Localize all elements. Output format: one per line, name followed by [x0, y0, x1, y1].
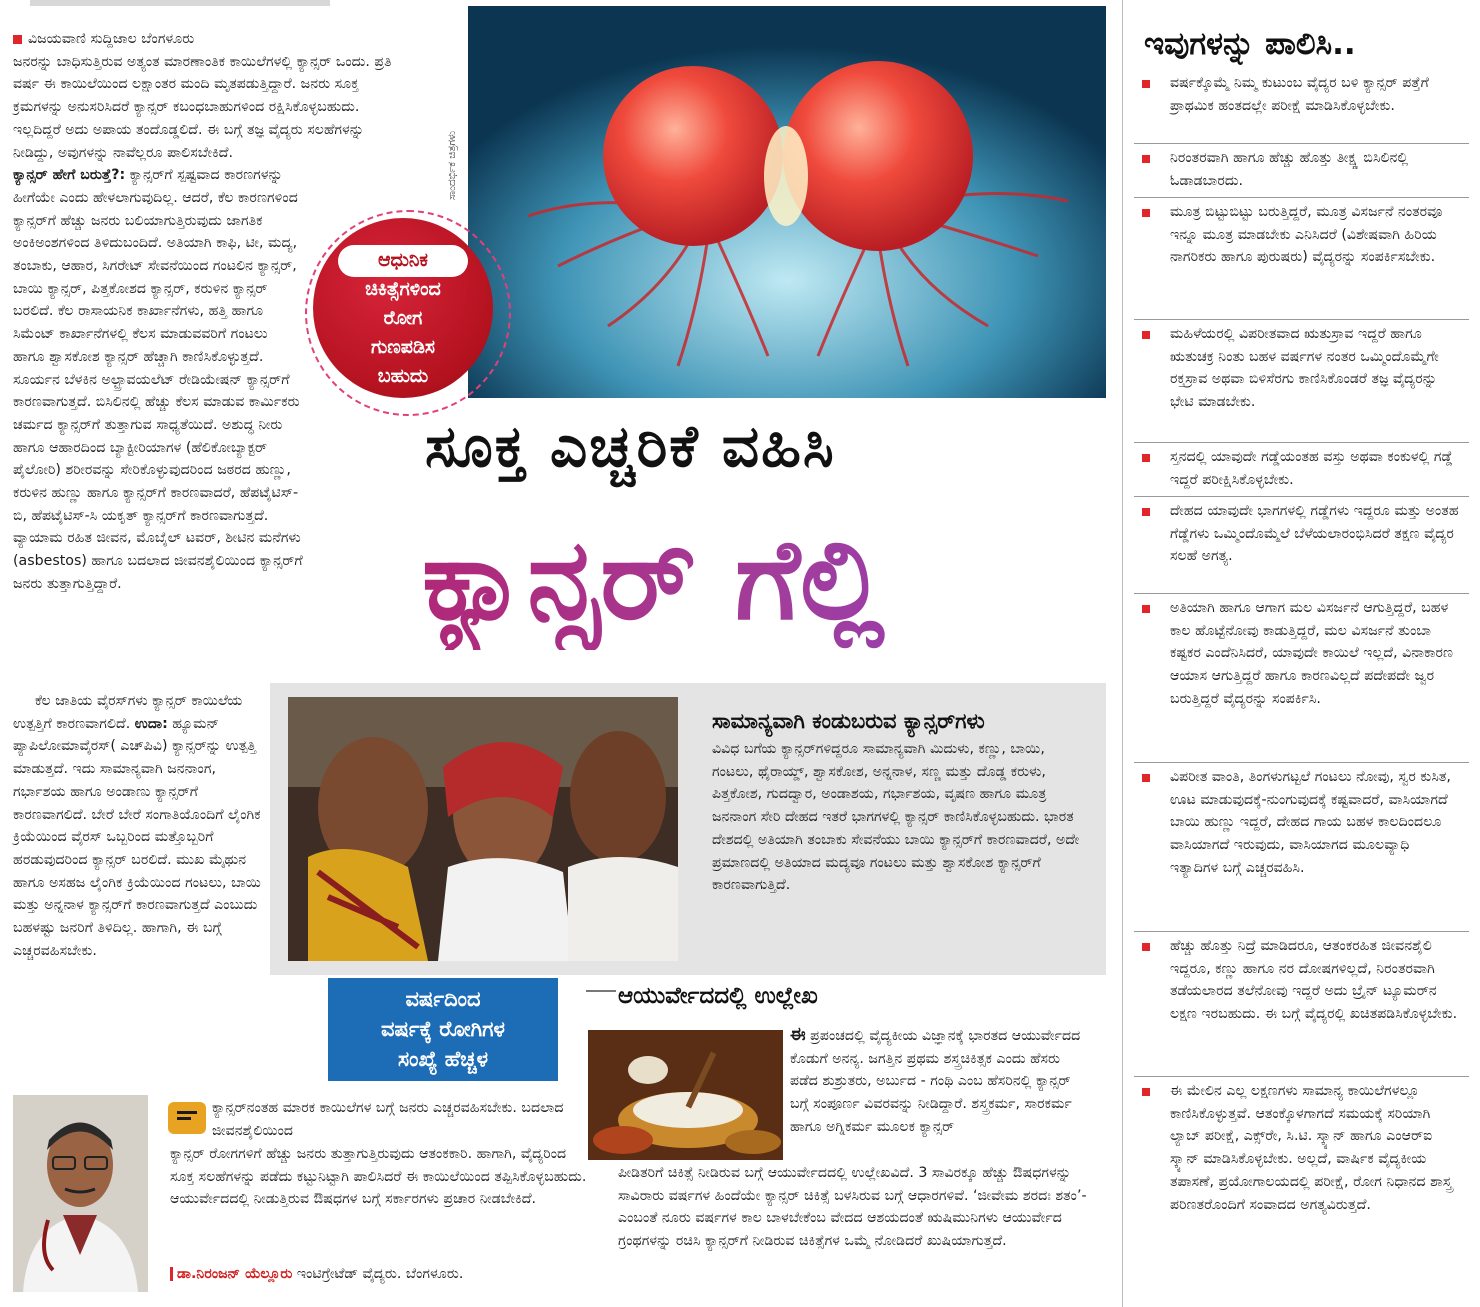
follow-item: ವರ್ಷಕ್ಕೊಮ್ಮೆ ನಿಮ್ಮ ಕುಟುಂಬ ವೈದ್ಯರ ಬಳಿ ಕ್ಯಾನ್ಸರ್ ಪತ್ತೆಗೆ ಪ್ರಾಥಮಿಕ ಹಂತದಲ್ಲೇ ಪರೀಕ್ಷೆ ಮಾಡಿಸಿಕೊಳ್ಳಬೇಕು.: [1170, 75, 1429, 114]
byline: [13, 28, 393, 51]
list-bullet-icon: [1142, 508, 1150, 516]
list-bullet-icon: [1142, 155, 1150, 163]
ayurveda-herbs-image: [588, 1030, 783, 1160]
quote-icon: [168, 1102, 206, 1134]
follow-item: ಈ ಮೇಲಿನ ಎಲ್ಲ ಲಕ್ಷಣಗಳು ಸಾಮಾನ್ಯ ಕಾಯಿಲೆಗಳಲ್ಲೂ ಕಾಣಿಸಿಕೊಳ್ಳುತ್ತವೆ. ಆತಂಕ್ಕೊಳಗಾಗದೆ ಸಮಯಕ್ಕೆ ಸರಿಯಾಗಿ ಲ್ಯಾಬ್ ಪರೀಕ್ಷೆ, ಎಕ್ಸ್‌ರೇ, ಸಿ.ಟಿ. ಸ್ಕ್ಯಾನ್ ಹಾಗೂ ಎಂಆರ್‌ಐ ಸ್ಕ್ಯಾನ್ ಮಾಡಿಸಿಕೊಳ್ಳಬೇಕು. ಅಲ್ಲದೆ, ವಾರ್ಷಿಕ ವೈದ್ಯಕೀಯ ತಪಾಸಣೆ, ಪ್ರಯೋಗಾಲಯದಲ್ಲಿ ಪರೀಕ್ಷೆ, ರೋಗ ನಿಧಾನದ ಶಾಸ್ತ್ರ ಪರಿಣತರೊಂದಿಗೆ ಸಂವಾದದ ಅಗತ್ಯವಿರುತ್ತದೆ.: [1170, 1083, 1453, 1213]
common-cancers-title: ಸಾಮಾನ್ಯವಾಗಿ ಕಂಡುಬರುವ ಕ್ಯಾನ್ಸರ್‌ಗಳು: [712, 709, 985, 733]
follow-item: ನಿರಂತರವಾಗಿ ಹಾಗೂ ಹೆಚ್ಚು ಹೊತ್ತು ತೀಕ್ಷ್ಣ ಬಿಸಿಲಿನಲ್ಲಿ ಓಡಾಡಬಾರದು.: [1170, 150, 1409, 189]
common-cancers-text: ವಿವಿಧ ಬಗೆಯ ಕ್ಯಾನ್ಸರ್‌ಗಳಿದ್ದರೂ ಸಾಮಾನ್ಯವಾಗಿ ಮಿದುಳು, ಕಣ್ಣು, ಬಾಯಿ, ಗಂಟಲು, ಥೈರಾಯ್ಡ್, ಶ್ವಾಸಕೋಶ, ಅನ್ನನಾಳ, ಸಣ್ಣ ಮತ್ತು ದೊಡ್ಡ ಕರುಳು, ಪಿತ್ತಕೋಶ, ಗುದದ್ವಾರ, ಅಂಡಾಶಯ, ಗರ್ಭಾಶಯ, ವೃಷಣ ಹಾಗೂ ಮೂತ್ರ ಜನನಾಂಗ ಸೇರಿ ದೇಹದ ಇತರೆ ಭಾಗಗಳಲ್ಲಿ ಕ್ಯಾನ್ಸರ್ ಕಾಣಿಸಿಕೊಳ್ಳಬಹುದು. ಭಾರತ ದೇಶದಲ್ಲಿ ಅತಿಯಾಗಿ ತಂಬಾಕು ಸೇವನೆಯು ಬಾಯಿ ಕ್ಯಾನ್ಸರ್‌ಗೆ ಕಾರಣವಾದರೆ, ಅದೇ ಪ್ರಮಾಣದಲ್ಲಿ ಅತಿಯಾದ ಮದ್ಯವೂ ಗಂಟಲು ಮತ್ತು ಶ್ವಾಸಕೋಶ ಕ್ಯಾನ್ಸರ್‌ಗೆ ಕಾರಣವಾಗುತ್ತಿದೆ.: [712, 741, 1080, 894]
virus-text-2: ಹ್ಯೂಮನ್ ಪ್ಯಾಪಿಲೋಮಾವೈರಸ್( ಎಚ್‌ಪಿವಿ) ಕ್ಯಾನ್ಸರ್‌ನ್ನು ಉತ್ಪತ್ತಿ ಮಾಡುತ್ತದೆ. ಇದು ಸಾಮಾನ್ಯವಾಗಿ ಜನನಾಂಗ, ಗರ್ಭಾಶಯ ಹಾಗೂ ಅಂಡಾಣು ಕ್ಯಾನ್ಸರ್‌ಗೆ ಕಾರಣವಾಗಲಿದೆ. ಬೇರೆ ಬೇರೆ ಸಂಗಾತಿಯೊಂದಿಗೆ ಲೈಂಗಿಕ ಕ್ರಿಯೆಯಿಂದ ವೈರಸ್ ಒಬ್ಬರಿಂದ ಮತ್ತೊಬ್ಬರಿಗೆ ಹರಡುವುದರಿಂದ ಕ್ಯಾನ್ಸರ್ ಬರಲಿದೆ. ಮುಖ ಮೈಥುನ ಹಾಗೂ ಅಸಹಜ ಲೈಂಗಿಕ ಕ್ರಿಯೆಯಿಂದ ಗಂಟಲು, ಬಾಯಿ ಮತ್ತು ಅನ್ನನಾಳ ಕ್ಯಾನ್ಸರ್‌ಗೆ ಕಾರಣವಾಗುತ್ತದೆ ಎಂಬುದು ಬಹಳಷ್ಟು ಜನರಿಗೆ ತಿಳಿದಿಲ್ಲ. ಹಾಗಾಗಿ, ಈ ಬಗ್ಗೆ ಎಚ್ಚರವಹಿಸಬೇಕು.: [13, 715, 262, 959]
blue-box-line-2: ವರ್ಷಕ್ಕೆ ರೋಗಿಗಳ: [381, 1017, 505, 1041]
doctor-designation: ಇಂಟಿಗ್ರೇಟೆಡ್ ವೈದ್ಯರು. ಬೆಂಗಳೂರು.: [292, 1266, 464, 1282]
badge-line-4: ಗುಣಪಡಿಸ: [370, 336, 436, 358]
doctor-portrait: [13, 1095, 148, 1292]
list-divider: [1134, 319, 1469, 320]
doctor-signature: [170, 1266, 590, 1282]
byline-text: ವಿಜಯವಾಣಿ ಸುದ್ದಿಜಾಲ ಬೆಂಗಳೂರು: [28, 31, 195, 47]
follow-item: ಮೂತ್ರ ಬಿಟ್ಟುಬಿಟ್ಟು ಬರುತ್ತಿದ್ದರೆ, ಮೂತ್ರ ವಿಸರ್ಜನೆ ನಂತರವೂ ಇನ್ನೂ ಮೂತ್ರ ಮಾಡಬೇಕು ಎನಿಸಿದರೆ (ವಿಶೇಷವಾಗಿ ಹಿರಿಯ ನಾಗರಿಕರು ಹಾಗೂ ಪುರುಷರು) ವೈದ್ಯರನ್ನು ಸಂಪರ್ಕಿಸಬೇಕು.: [1170, 204, 1443, 266]
badge-text: [320, 246, 486, 391]
virus-text-1: ಕೆಲ ಜಾತಿಯ ವೈರಸ್‌ಗಳು ಕ್ಯಾನ್ಸರ್ ಕಾಯಿಲೆಯ ಉತ್ಪತ್ತಿಗೆ ಕಾರಣವಾಗಲಿದೆ.: [13, 693, 243, 732]
badge-line-5: ಬಹುದು: [377, 365, 429, 387]
ayurveda-title-rule: [586, 990, 616, 992]
photo-credit: ಸಾಂದರ್ಭಿಕ ಚಿತ್ರಗಳು: [446, 130, 458, 200]
signature-bar: [170, 1267, 173, 1281]
ayurveda-text-1: [790, 1024, 1090, 1139]
badge-line-1: ಆಧುನಿಕ: [378, 249, 428, 271]
byline-square-icon: [13, 35, 22, 44]
speech-bubble-icon: [168, 1102, 206, 1134]
example-label: ಉದಾ:: [134, 715, 168, 732]
follow-item: ವಿಪರೀತ ವಾಂತಿ, ತಿಂಗಳುಗಟ್ಟಲೆ ಗಂಟಲು ನೋವು, ಸ್ವರ ಕುಸಿತ, ಊಟ ಮಾಡುವುದಕ್ಕೆ-ನುಂಗುವುದಕ್ಕೆ ಕಷ್ಟವಾದರೆ, ವಾಸಿಯಾಗದೆ ಬಾಯಿ ಹುಣ್ಣು ಇದ್ದರೆ, ದೇಹದ ಗಾಯ ಬಹಳ ಕಾಲದಿಂದಲೂ ವಾಸಿಯಾಗದೆ ಇರುವುದು, ವಾಸಿಯಾಗದ ಮೂಲವ್ಯಾಧಿ ಇತ್ಯಾದಿಗಳ ಬಗ್ಗೆ ಎಚ್ಚರವಹಿಸಿ.: [1170, 769, 1451, 876]
follow-item: ಮಹಿಳೆಯರಲ್ಲಿ ವಿಪರೀತವಾದ ಋತುಸ್ರಾವ ಇದ್ದರೆ ಹಾಗೂ ಋತುಚಕ್ರ ನಿಂತು ಬಹಳ ವರ್ಷಗಳ ನಂತರ ಒಮ್ಮಿಂದೊಮ್ಮೆಗೇ ರಕ್ತಸ್ರಾವ ಅಥವಾ ಬಿಳಿಸೆರಗು ಕಾಣಿಸಿಕೊಂಡರೆ ತಜ್ಞ ವೈದ್ಯರನ್ನು ಭೇಟಿ ಮಾಡಬೇಕು.: [1170, 326, 1439, 411]
subhead-how-cancer-comes: ಕ್ಯಾನ್ಸರ್ ಹೇಗೆ ಬರುತ್ತೆ?:: [13, 167, 126, 184]
doctor-quote-text-2: ಕ್ಯಾನ್ಸರ್ ರೋಗಗಳಿಗೆ ಹೆಚ್ಚು ಜನರು ತುತ್ತಾಗುತ್ತಿರುವುದು ಆತಂಕಕಾರಿ. ಹಾಗಾಗಿ, ವೈದ್ಯರಿಂದ ಸೂಕ್ತ ಸಲಹೆಗಳನ್ನು ಪಡೆದು ಕಟ್ಟುನಿಟ್ಟಾಗಿ ಪಾಲಿಸಿದರೆ ಈ ಕಾಯಿಲೆಯಿಂದ ತಪ್ಪಿಸಿಕೊಳ್ಳಬಹುದು. ಆಯುರ್ವೇದದಲ್ಲಿ ನೀಡುತ್ತಿರುವ ಔಷಧಗಳ ಬಗ್ಗೆ ಸರ್ಕಾರಗಳು ಪ್ರಚಾರ ನೀಡಬೇಕಿದೆ.: [170, 1146, 587, 1208]
list-bullet-icon: [1142, 331, 1150, 339]
list-divider: [1134, 593, 1469, 594]
cancer-cells-image: [468, 6, 1106, 398]
list-bullet-icon: [1142, 605, 1150, 613]
women-photo-illustration: [288, 697, 678, 961]
list-divider: [1134, 197, 1469, 198]
doctor-photo: [13, 1095, 148, 1292]
follow-item: ದೇಹದ ಯಾವುದೇ ಭಾಗಗಳಲ್ಲಿ ಗಡ್ಡೆಗಳು ಇದ್ದರೂ ಮತ್ತು ಅಂತಹ ಗೆಡ್ಡೆಗಳು ಒಮ್ಮಿಂದೊಮ್ಮೆಲೆ ಬೆಳೆಯಲಾರಂಭಿಸಿದರೆ ತಕ್ಷಣ ವೈದ್ಯರ ಸಲಹೆ ಅಗತ್ಯ.: [1170, 503, 1459, 565]
patients-increase-box: [328, 978, 558, 1081]
how-cancer-comes-text: ಕ್ಯಾನ್ಸರ್‌ಗೆ ಸ್ಪಷ್ಟವಾದ ಕಾರಣಗಳನ್ನು ಹೀಗೆಯೇ ಎಂದು ಹೇಳಲಾಗುವುದಿಲ್ಲ. ಆದರೆ, ಕೆಲ ಕಾರಣಗಳಿಂದ ಕ್ಯಾನ್ಸರ್‌ಗೆ ಹೆಚ್ಚು ಜನರು ಬಲಿಯಾಗುತ್ತಿರುವುದು ಜಾಗತಿಕ ಅಂಕಿಅಂಶಗಳಿಂದ ತಿಳಿದುಬಂದಿದೆ. ಅತಿಯಾಗಿ ಕಾಫಿ, ಟೀ, ಮದ್ಯ, ತಂಬಾಕು, ಆಹಾರ, ಸಿಗರೇಟ್ ಸೇವನೆಯಿಂದ ಗಂಟಲಿನ ಕ್ಯಾನ್ಸರ್, ಬಾಯಿ ಕ್ಯಾನ್ಸರ್, ಪಿತ್ತಕೋಶದ ಕ್ಯಾನ್ಸರ್, ಕರುಳಿನ ಕ್ಯಾನ್ಸರ್ ಬರಲಿದೆ. ಕೆಲ ರಾಸಾಯನಿಕ ಕಾರ್ಖಾನೆಗಳು, ಹತ್ತಿ ಹಾಗೂ ಸಿಮೆಂಟ್ ಕಾರ್ಖಾನೆಗಳಲ್ಲಿ ಕೆಲಸ ಮಾಡುವವರಿಗೆ ಗಂಟಲು ಹಾಗೂ ಶ್ವಾಸಕೋಶ ಕ್ಯಾನ್ಸರ್ ಹೆಚ್ಚಾಗಿ ಕಾಣಿಸಿಕೊಳ್ಳುತ್ತದೆ. ಸೂರ್ಯನ ಬೆಳಕಿನ ಅಲ್ಟ್ರಾವಯಲೆಟ್ ರೇಡಿಯೇಷನ್ ಕ್ಯಾನ್ಸರ್‌ಗೆ ಕಾರಣವಾಗುತ್ತದೆ. ಬಿಸಿಲಿನಲ್ಲಿ ಹೆಚ್ಚು ಕೆಲಸ ಮಾಡುವ ಕಾರ್ಮಿಕರು ಚರ್ಮದ ಕ್ಯಾನ್ಸರ್‌ಗೆ ತುತ್ತಾಗುವ ಸಾಧ್ಯತೆಯಿದೆ. ಅಶುದ್ಧ ನೀರು ಹಾಗೂ ಆಹಾರದಿಂದ ಬ್ಯಾಕ್ಟೀರಿಯಾಗಳ (ಹೆಲಿಕೋಬ್ಯಾಕ್ಟರ್ ಪೈಲೋರಿ) ಶರೀರವನ್ನು ಸೇರಿಕೊಳ್ಳುವುದರಿಂದ ಜಠರದ ಹುಣ್ಣು, ಕರುಳಿನ ಹುಣ್ಣು ಹಾಗೂ ಕ್ಯಾನ್ಸರ್‌ಗೆ ಕಾರಣವಾದರೆ, ಹೆಪಟೈಟಿಸ್-ಬಿ, ಹೆಪಟೈಟಿಸ್-ಸಿ ಯಕೃತ್ ಕ್ಯಾನ್ಸರ್‌ಗೆ ಕಾರಣವಾಗುತ್ತದೆ. ವ್ಯಾಯಾಮ ರಹಿತ ಜೀವನ, ಮೊಬೈಲ್ ಟವರ್, ಶೀಟಿನ ಮನೆಗಳು (asbestos) ಹಾಗೂ ಬದಲಾದ ಜೀವನಶೈಲಿಯಿಂದ ಕ್ಯಾನ್ಸರ್‌ಗೆ ಜನರು ತುತ್ತಾಗುತ್ತಿದ್ದಾರೆ.: [13, 167, 303, 592]
follow-these-title: ಇವುಗಳನ್ನು ಪಾಲಿಸಿ..: [1144, 26, 1356, 62]
follow-item: ಅತಿಯಾಗಿ ಹಾಗೂ ಆಗಾಗ ಮಲ ವಿಸರ್ಜನೆ ಆಗುತ್ತಿದ್ದರೆ, ಬಹಳ ಕಾಲ ಹೊಟ್ಟೆನೋವು ಕಾಡುತ್ತಿದ್ದರೆ, ಮಲ ವಿಸರ್ಜನೆ ತುಂಬಾ ಕಷ್ಟಕರ ಎಂದೆನಿಸಿದರೆ, ಯಾವುದೇ ಕಾಯಿಲೆ ಇಲ್ಲದೆ, ವಿನಾಕಾರಣ ಆಯಾಸ ಆಗುತ್ತಿದ್ದರೆ ಹಾಗೂ ಕಾರಣವಿಲ್ಲದೆ ಪದೇಪದೇ ಜ್ವರ ಬರುತ್ತಿದ್ದರೆ ವೈದ್ಯರನ್ನು ಸಂಪರ್ಕಿಸಿ.: [1170, 600, 1454, 707]
list-bullet-icon: [1142, 774, 1150, 782]
list-divider: [1134, 931, 1469, 932]
list-divider: [1134, 143, 1469, 144]
doctor-quote-text-1: ಕ್ಯಾನ್ಸರ್‌ನಂತಹ ಮಾರಕ ಕಾಯಿಲೆಗಳ ಬಗ್ಗೆ ಜನರು ಎಚ್ಚರವಹಿಸಬೇಕು. ಬದಲಾದ ಜೀವನಶೈಲಿಯಿಂದ: [212, 1100, 564, 1139]
list-bullet-icon: [1142, 209, 1150, 217]
list-bullet-icon: [1142, 1088, 1150, 1096]
badge-line-3: ರೋಗ: [383, 307, 423, 329]
blue-box-line-3: ಸಂಖ್ಯೆ ಹೆಚ್ಚಳ: [397, 1047, 488, 1071]
follow-item: ಹೆಚ್ಚು ಹೊತ್ತು ನಿದ್ರೆ ಮಾಡಿದರೂ, ಆತಂಕರಹಿತ ಜೀವನಶೈಲಿ ಇದ್ದರೂ, ಕಣ್ಣು ಹಾಗೂ ನರ ದೋಷಗಳಿಲ್ಲದೆ, ನಿರಂತರವಾಗಿ ತಡೆಯಲಾರದ ತಲೆನೋವು ಇದ್ದರೆ ಅದು ಬ್ರೈನ್ ಟ್ಯೂಮರ್‌ನ ಲಕ್ಷಣ ಇರಬಹುದು. ಈ ಬಗ್ಗೆ ವೈದ್ಯರಲ್ಲಿ ಖಚಿತಪಡಿಸಿಕೊಳ್ಳಬೇಕು.: [1170, 938, 1458, 1023]
headline-line-1: ಸೂಕ್ತ ಎಚ್ಚರಿಕೆ ವಹಿಸಿ: [425, 412, 836, 480]
intro-paragraph: ಜನರನ್ನು ಬಾಧಿಸುತ್ತಿರುವ ಅತ್ಯಂತ ಮಾರಣಾಂತಿಕ ಕಾಯಿಲೆಗಳಲ್ಲಿ ಕ್ಯಾನ್ಸರ್ ಒಂದು. ಪ್ರತಿ ವರ್ಷ ಈ ಕಾಯಿಲೆಯಿಂದ ಲಕ್ಷಾಂತರ ಮಂದಿ ಮೃತಪಡುತ್ತಿದ್ದಾರೆ. ಜನರು ಸೂಕ್ತ ಕ್ರಮಗಳನ್ನು ಅನುಸರಿಸಿದರೆ ಕ್ಯಾನ್ಸರ್ ಕಬಂಧಬಾಹುಗಳಿಂದ ರಕ್ಷಿಸಿಕೊಳ್ಳಬಹುದು. ಇಲ್ಲದಿದ್ದರೆ ಅದು ಅಪಾಯ ತಂದೊಡ್ಡಲಿದೆ. ಈ ಬಗ್ಗೆ ತಜ್ಞ ವೈದ್ಯರು ಸಲಹೆಗಳನ್ನು ನೀಡಿದ್ದು, ಅವುಗಳನ್ನು ನಾವೆಲ್ಲರೂ ಪಾಲಿಸಬೇಕಿದೆ.: [13, 53, 392, 161]
ayurveda-text-1-body: ಪ್ರಪಂಚದಲ್ಲಿ ವೈದ್ಯಕೀಯ ವಿಜ್ಞಾನಕ್ಕೆ ಭಾರತದ ಆಯುರ್ವೇದದ ಕೊಡುಗೆ ಅನನ್ಯ. ಜಗತ್ತಿನ ಪ್ರಥಮ ಶಸ್ತ್ರಚಿಕಿತ್ಸಕ ಎಂದು ಹೆಸರು ಪಡೆದ ಶುಶ್ರುತರು, ಅರ್ಬುದ - ಗಂಥಿ ಎಂಬ ಹೆಸರಿನಲ್ಲಿ ಕ್ಯಾನ್ಸರ್ ಬಗ್ಗೆ ಸಂಪೂರ್ಣ ವಿವರವನ್ನು ನೀಡಿದ್ದಾರೆ. ಶಸ್ತ್ರಕರ್ಮ, ಸಾರಕರ್ಮ ಹಾಗೂ ಅಗ್ನಿಕರ್ಮ ಮೂಲಕ ಕ್ಯಾನ್ಸರ್: [790, 1028, 1081, 1135]
list-bullet-icon: [1142, 454, 1150, 462]
list-divider: [1134, 442, 1469, 443]
how-cancer-comes-paragraph: [13, 164, 303, 595]
list-bullet-icon: [1142, 80, 1150, 88]
list-divider: [1134, 1076, 1469, 1077]
cancer-cells-illustration: [468, 6, 1106, 398]
headline-line-2: ಕ್ಯಾನ್ಸರ್ ಗೆಲ್ಲಿ: [422, 510, 1122, 650]
list-divider: [1134, 496, 1469, 497]
ayurveda-text-2: ಪೀಡಿತರಿಗೆ ಚಿಕಿತ್ಸೆ ನೀಡಿರುವ ಬಗ್ಗೆ ಆಯುರ್ವೇದದಲ್ಲಿ ಉಲ್ಲೇಖವಿದೆ. 3 ಸಾವಿರಕ್ಕೂ ಹೆಚ್ಚು ಔಷಧಗಳನ್ನು ಸಾವಿರಾರು ವರ್ಷಗಳ ಹಿಂದೆಯೇ ಕ್ಯಾನ್ಸರ್ ಚಿಕಿತ್ಸೆ ಬಳಸಿರುವ ಬಗ್ಗೆ ಆಧಾರಗಳಿವೆ. ‘ಜೀವೇಮ ಶರದಃ ಶತಂ’- ಎಂಬಂತೆ ನೂರು ವರ್ಷಗಳ ಕಾಲ ಬಾಳಬೇಕೆಂಬ ವೇದದ ಆಶಯದಂತೆ ಋಷಿಮುನಿಗಳು ಆಯುರ್ವೇದ ಗ್ರಂಥಗಳನ್ನು ರಚಿಸಿ ಕ್ಯಾನ್ಸರ್‌ಗೆ ನೀಡಿರುವ ಚಿಕಿತ್ಸೆಗಳ ಒಮ್ಮೆ ನೋಡಿದರೆ ಖುಷಿಯಾಗುತ್ತದೆ.: [618, 1165, 1087, 1250]
list-divider: [1134, 762, 1469, 763]
follow-item: ಸ್ತನದಲ್ಲಿ ಯಾವುದೇ ಗಡ್ಡೆಯಂತಹ ವಸ್ತು ಅಥವಾ ಕಂಕುಳಲ್ಲಿ ಗಡ್ಡೆ ಇದ್ದರೆ ಪರೀಕ್ಷಿಸಿಕೊಳ್ಳಬೇಕು.: [1170, 449, 1453, 488]
doctor-name: ಡಾ.ನಿರಂಜನ್ ಯೆಲ್ಲೂರು: [177, 1266, 293, 1282]
ayurveda-title: ಆಯುರ್ವೇದದಲ್ಲಿ ಉಲ್ಲೇಖ: [618, 983, 818, 1009]
list-bullet-icon: [1142, 943, 1150, 951]
virus-paragraph: [13, 690, 268, 962]
blue-box-line-1: ವರ್ಷದಿಂದ: [405, 987, 481, 1011]
ayurveda-dropcap: ಈ: [790, 1024, 806, 1045]
ayurveda-herbs-illustration: [588, 1030, 783, 1160]
women-photo: [288, 697, 678, 961]
badge-line-2: ಚಿಕಿತ್ಸೆಗಳಿಂದ: [365, 278, 441, 300]
column-divider: [1122, 0, 1123, 1307]
top-cutoff-line: [30, 0, 330, 6]
